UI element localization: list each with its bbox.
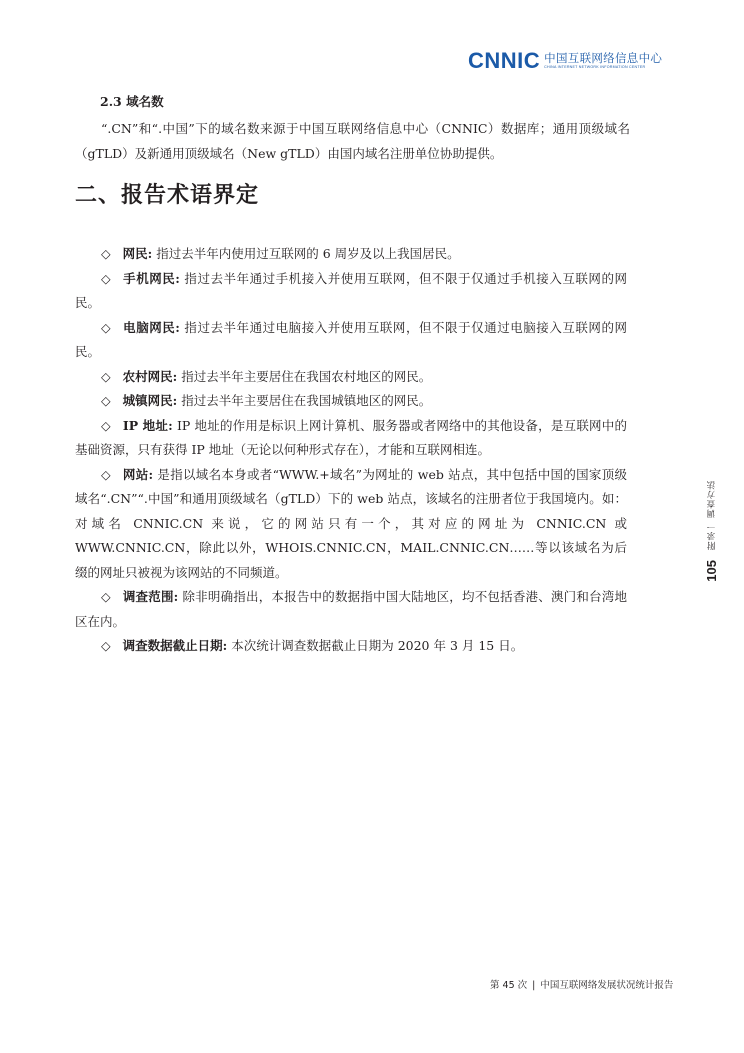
page-footer xyxy=(490,977,673,991)
chapter-title: 二、报告术语界定 xyxy=(75,183,260,208)
diamond-bullet-icon: ◇ xyxy=(101,270,112,286)
term-definition: 除非明确指出，本报告中的数据指中国大陆地区，均不包括香港、澳门和台湾地区在内。 xyxy=(75,589,627,629)
term-name: IP 地址: xyxy=(122,417,173,433)
footer-report-title: 中国互联网络发展状况统计报告 xyxy=(540,980,674,991)
logo-chinese-name: 中国互联网络信息中心 xyxy=(544,51,663,65)
logo-mark: CNNIC xyxy=(468,48,541,73)
logo-english-name: CHINA INTERNET NETWORK INFORMATION CENTER xyxy=(544,65,646,69)
term-definition: 本次统计调查数据截止日期为 2020 年 3 月 15 日。 xyxy=(227,638,524,653)
term-list xyxy=(75,242,627,659)
term-item-website xyxy=(75,463,627,586)
term-name: 农村网民: xyxy=(122,368,178,384)
term-definition: 指过去半年主要居住在我国农村地区的网民。 xyxy=(177,368,432,384)
diamond-bullet-icon: ◇ xyxy=(101,393,111,408)
term-name: 网民: xyxy=(122,246,153,261)
footer-issue: 第 45 次 xyxy=(490,980,528,991)
section-paragraph-domain-count: “.CN”和“.中国”下的域名数来源于中国互联网络信息中心（CNNIC）数据库；通用顶级域名（gTLD）及新通用顶级域名（New gTLD）由国内域名注册单位协助提供。 xyxy=(75,121,630,161)
term-definition: 是指以域名本身或者“WWW.+域名”为网址的 web 站点，其中包括中国的国家顶级域名“.CN”“.中国”和通用顶级域名（gTLD）下的 web 站点，该域名的注册者位于我国境内。如：对域名 CNNIC.CN 来说，它的网站只有一个，其对应的网址为 CNNIC.CN 或 WWW.CNNIC.CN，除此以外，WHOIS.CNNIC.CN，MAIL.CNNIC.CN……等以该域名为后缀的网址只被视为该网站的不同频道。 xyxy=(75,466,628,580)
term-name: 城镇网民: xyxy=(122,393,178,408)
diamond-bullet-icon: ◇ xyxy=(101,368,111,384)
term-name: 调查范围: xyxy=(122,589,179,604)
diamond-bullet-icon: ◇ xyxy=(101,417,111,433)
term-definition: 指过去半年通过电脑接入并使用互联网，但不限于仅通过电脑接入互联网的网民。 xyxy=(75,319,627,359)
term-item-survey-scope xyxy=(75,585,627,634)
diamond-bullet-icon: ◇ xyxy=(101,589,111,604)
term-item-ip-address xyxy=(75,414,627,463)
term-name: 电脑网民: xyxy=(123,319,180,335)
term-item-urban-netizen xyxy=(75,389,627,414)
term-item-mobile-netizen xyxy=(75,267,627,316)
term-name: 网站: xyxy=(122,466,154,482)
side-page-number: 105 xyxy=(704,560,719,582)
diamond-bullet-icon: ◇ xyxy=(101,319,112,335)
term-name: 手机网民: xyxy=(123,270,180,286)
term-item-pc-netizen xyxy=(75,316,627,365)
diamond-bullet-icon: ◇ xyxy=(101,246,111,261)
term-item-cutoff-date xyxy=(75,634,627,659)
cnnic-logo xyxy=(468,50,662,72)
term-definition: 指过去半年通过手机接入并使用互联网，但不限于仅通过手机接入互联网的网民。 xyxy=(75,270,627,310)
diamond-bullet-icon: ◇ xyxy=(101,638,111,653)
term-item-netizen xyxy=(75,242,627,267)
diamond-bullet-icon: ◇ xyxy=(101,466,111,482)
term-definition: 指过去半年主要居住在我国城镇地区的网民。 xyxy=(177,393,432,408)
term-item-rural-netizen xyxy=(75,365,627,390)
side-section-label: 附录一 调查方法 xyxy=(707,480,717,551)
section-heading-domain-count: 2.3 域名数 xyxy=(100,94,164,109)
term-definition: 指过去半年内使用过互联网的 6 周岁及以上我国居民。 xyxy=(152,246,460,261)
term-name: 调查数据截止日期: xyxy=(122,638,228,653)
term-definition: IP 地址的作用是标识上网计算机、服务器或者网络中的其他设备，是互联网中的基础资源，只有获得 IP 地址（无论以何种形式存在），才能和互联网相连。 xyxy=(75,417,627,457)
footer-separator: | xyxy=(532,980,536,991)
logo-text xyxy=(544,52,662,70)
